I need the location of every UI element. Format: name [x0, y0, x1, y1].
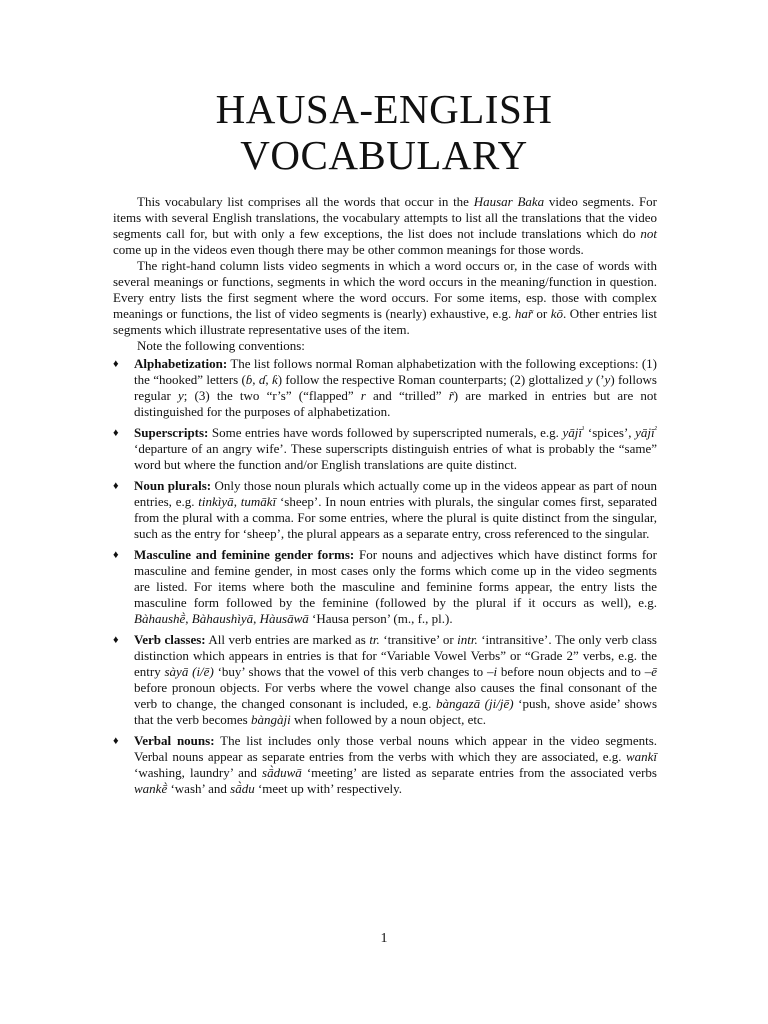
text-run: . Other entries list segments which illustrate representative uses of the item.: [113, 306, 657, 337]
italic-term: –ē: [644, 664, 657, 679]
intro-paragraph: [113, 194, 657, 258]
text-run: ‘push, shove aside’ shows that the verb becomes: [134, 696, 657, 727]
text-run: ,: [253, 611, 260, 626]
superscript: ²: [654, 424, 657, 434]
text-run: or: [532, 306, 551, 321]
italic-term: sā̀duwā: [262, 765, 302, 780]
conventions-list: [113, 356, 657, 797]
text-run: ‘buy’ shows that the vowel of this verb changes to: [213, 664, 487, 679]
italic-term: intr.: [457, 632, 478, 647]
text-run: This vocabulary list comprises all the words that occur in the: [137, 194, 474, 209]
text-run: ‘departure of an angry wife’. These superscripts distinguish entries of what is probably the “same” word but where the function and/or English translations are quite distinct.: [134, 441, 657, 472]
text-run: ,: [265, 372, 272, 387]
text-run: ,: [185, 611, 192, 626]
italic-term: wankī: [625, 749, 657, 764]
convention-heading: Alphabetization:: [134, 356, 228, 371]
italic-term: sàyā (i/ē): [164, 664, 214, 679]
superscript: ¹: [581, 424, 585, 434]
italic-term: r̃: [448, 388, 454, 403]
text-run: ‘spices’,: [584, 425, 636, 440]
text-run: video segments. For items with several English translations, the vocabulary attempts to list all the translations that the video segments call for, but with only a few exceptions, the list does not include translations which do: [113, 194, 658, 241]
italic-term: har̃: [514, 306, 533, 321]
italic-term: Bàhaushḕ: [134, 611, 186, 626]
text-run: ‘meet up with’ respectively.: [254, 781, 402, 796]
diamond-bullet-icon: [113, 547, 121, 563]
italic-term: –i: [486, 664, 498, 679]
convention-item: [113, 733, 657, 797]
convention-heading: Verb classes:: [134, 632, 206, 647]
convention-heading: Verbal nouns:: [134, 733, 215, 748]
italic-term: tr.: [369, 632, 380, 647]
text-run: ,: [233, 494, 241, 509]
text-run: before pronoun objects. For verbs where the vowel change also causes the final consonant of the verb to change, the changed consonant is included, e.g.: [134, 680, 657, 711]
text-run: when followed by a noun object, etc.: [290, 712, 487, 727]
text-run: The right-hand column lists video segments in which a word occurs or, in the case of words with several meanings or functions, segments in which the word occurs in the meaning/function in question. Every entry lists the first segment where the word occurs. For some items, esp. those with complex meanings or functions, the list of video segments is (nearly) exhaustive, e.g.: [113, 258, 657, 321]
text-run: Only those noun plurals which actually come up in the videos appear as part of noun entries, e.g.: [134, 478, 657, 509]
convention-heading: Superscripts:: [134, 425, 209, 440]
text-run: ‘meeting’ are listed as separate entries from the associated verbs: [301, 765, 657, 780]
text-run: The list follows normal Roman alphabetization with the following exceptions: (1) the “hooked” letters (: [134, 356, 657, 387]
body-text: [113, 194, 657, 802]
text-run: ) follows regular: [134, 372, 657, 403]
convention-heading: Noun plurals:: [134, 478, 212, 493]
convention-item: [113, 425, 657, 473]
italic-term: not: [640, 226, 657, 241]
italic-term: yājī: [635, 425, 655, 440]
italic-term: r: [360, 388, 366, 403]
italic-term: Bàhaushìyā: [191, 611, 254, 626]
text-run: ‘washing, laundry’ and: [134, 765, 263, 780]
intro-section: [113, 194, 657, 338]
italic-term: kō: [550, 306, 564, 321]
convention-heading: Masculine and feminine gender forms:: [134, 547, 355, 562]
title-line-2: VOCABULARY: [240, 132, 528, 178]
title-line-1: HAUSA-ENGLISH: [215, 86, 553, 132]
text-run: ‘sheep’. In noun entries with plurals, the singular comes first, separated from the plural with a comma. For some entries, where the plural is quite distinct from the singular, such as the entry for ‘sheep’, the plural appears as a separate entry, cross referenced to the singular.: [134, 494, 658, 541]
text-run: ‘intransitive’. The only verb class distinction which appears in entries is that for “Variable Vowel Verbs” or “Grade 2” verbs, e.g. the entry: [134, 632, 657, 679]
text-run: ‘transitive’ or: [379, 632, 458, 647]
text-run: All verb entries are marked as: [205, 632, 370, 647]
text-run: The list includes only those verbal nouns which appear in the video segments. Verbal nouns appear as separate entries from the verbs with which they are associated, e.g.: [134, 733, 658, 764]
text-run: For nouns and adjectives which have distinct forms for masculine and femine gender, in most cases only the forms which come up in the video segments are listed. For items where both the masculine and feminine forms appear, the entry lists the masculine form followed by the feminine (followed by the plural if it occurs as well), e.g.: [134, 547, 657, 610]
italic-term: Hausar Baka: [473, 194, 545, 209]
convention-item: [113, 356, 657, 420]
italic-term: wankḕ: [134, 781, 168, 796]
text-run: ‘Hausa person’ (m., f., pl.).: [308, 611, 453, 626]
text-run: (’: [592, 372, 605, 387]
text-run: and “trilled”: [365, 388, 449, 403]
italic-term: y: [604, 372, 611, 387]
diamond-bullet-icon: [113, 425, 121, 441]
italic-term: y: [586, 372, 593, 387]
italic-term: Hàusāwā: [259, 611, 309, 626]
italic-term: sā̀du: [230, 781, 255, 796]
italic-term: bàngàji: [250, 712, 291, 727]
page-number: 1: [380, 931, 388, 946]
diamond-bullet-icon: [113, 478, 121, 494]
diamond-bullet-icon: [113, 733, 121, 749]
italic-term: bàngazā (ji/jē): [436, 696, 514, 711]
text-run: Some entries have words followed by superscripted numerals, e.g.: [208, 425, 563, 440]
text-run: ‘wash’ and: [167, 781, 231, 796]
text-run: come up in the videos even though there may be other common meanings for those words.: [113, 242, 584, 257]
text-run: ) follow the respective Roman counterparts; (2) glottalized: [277, 372, 587, 387]
italic-term: ɓ: [245, 372, 253, 387]
diamond-bullet-icon: [113, 356, 121, 372]
intro-paragraph: [113, 258, 657, 338]
italic-term: tumākī: [240, 494, 277, 509]
italic-term: ƙ: [271, 372, 278, 387]
convention-item: [113, 478, 657, 542]
text-run: ,: [252, 372, 259, 387]
diamond-bullet-icon: [113, 632, 121, 648]
page-title: [0, 86, 768, 178]
italic-term: y: [177, 388, 184, 403]
text-run: ; (3) the two “r’s” (“flapped”: [183, 388, 361, 403]
text-run: before noun objects and to: [497, 664, 645, 679]
convention-item: [113, 632, 657, 728]
text-run: ) are marked in entries but are not distinguished for the purposes of alphabetization.: [134, 388, 657, 419]
convention-item: [113, 547, 657, 627]
conventions-intro: Note the following conventions:: [137, 338, 305, 353]
italic-term: tinkìyā: [198, 494, 234, 509]
italic-term: yājī: [562, 425, 582, 440]
italic-term: ɗ: [258, 372, 266, 387]
